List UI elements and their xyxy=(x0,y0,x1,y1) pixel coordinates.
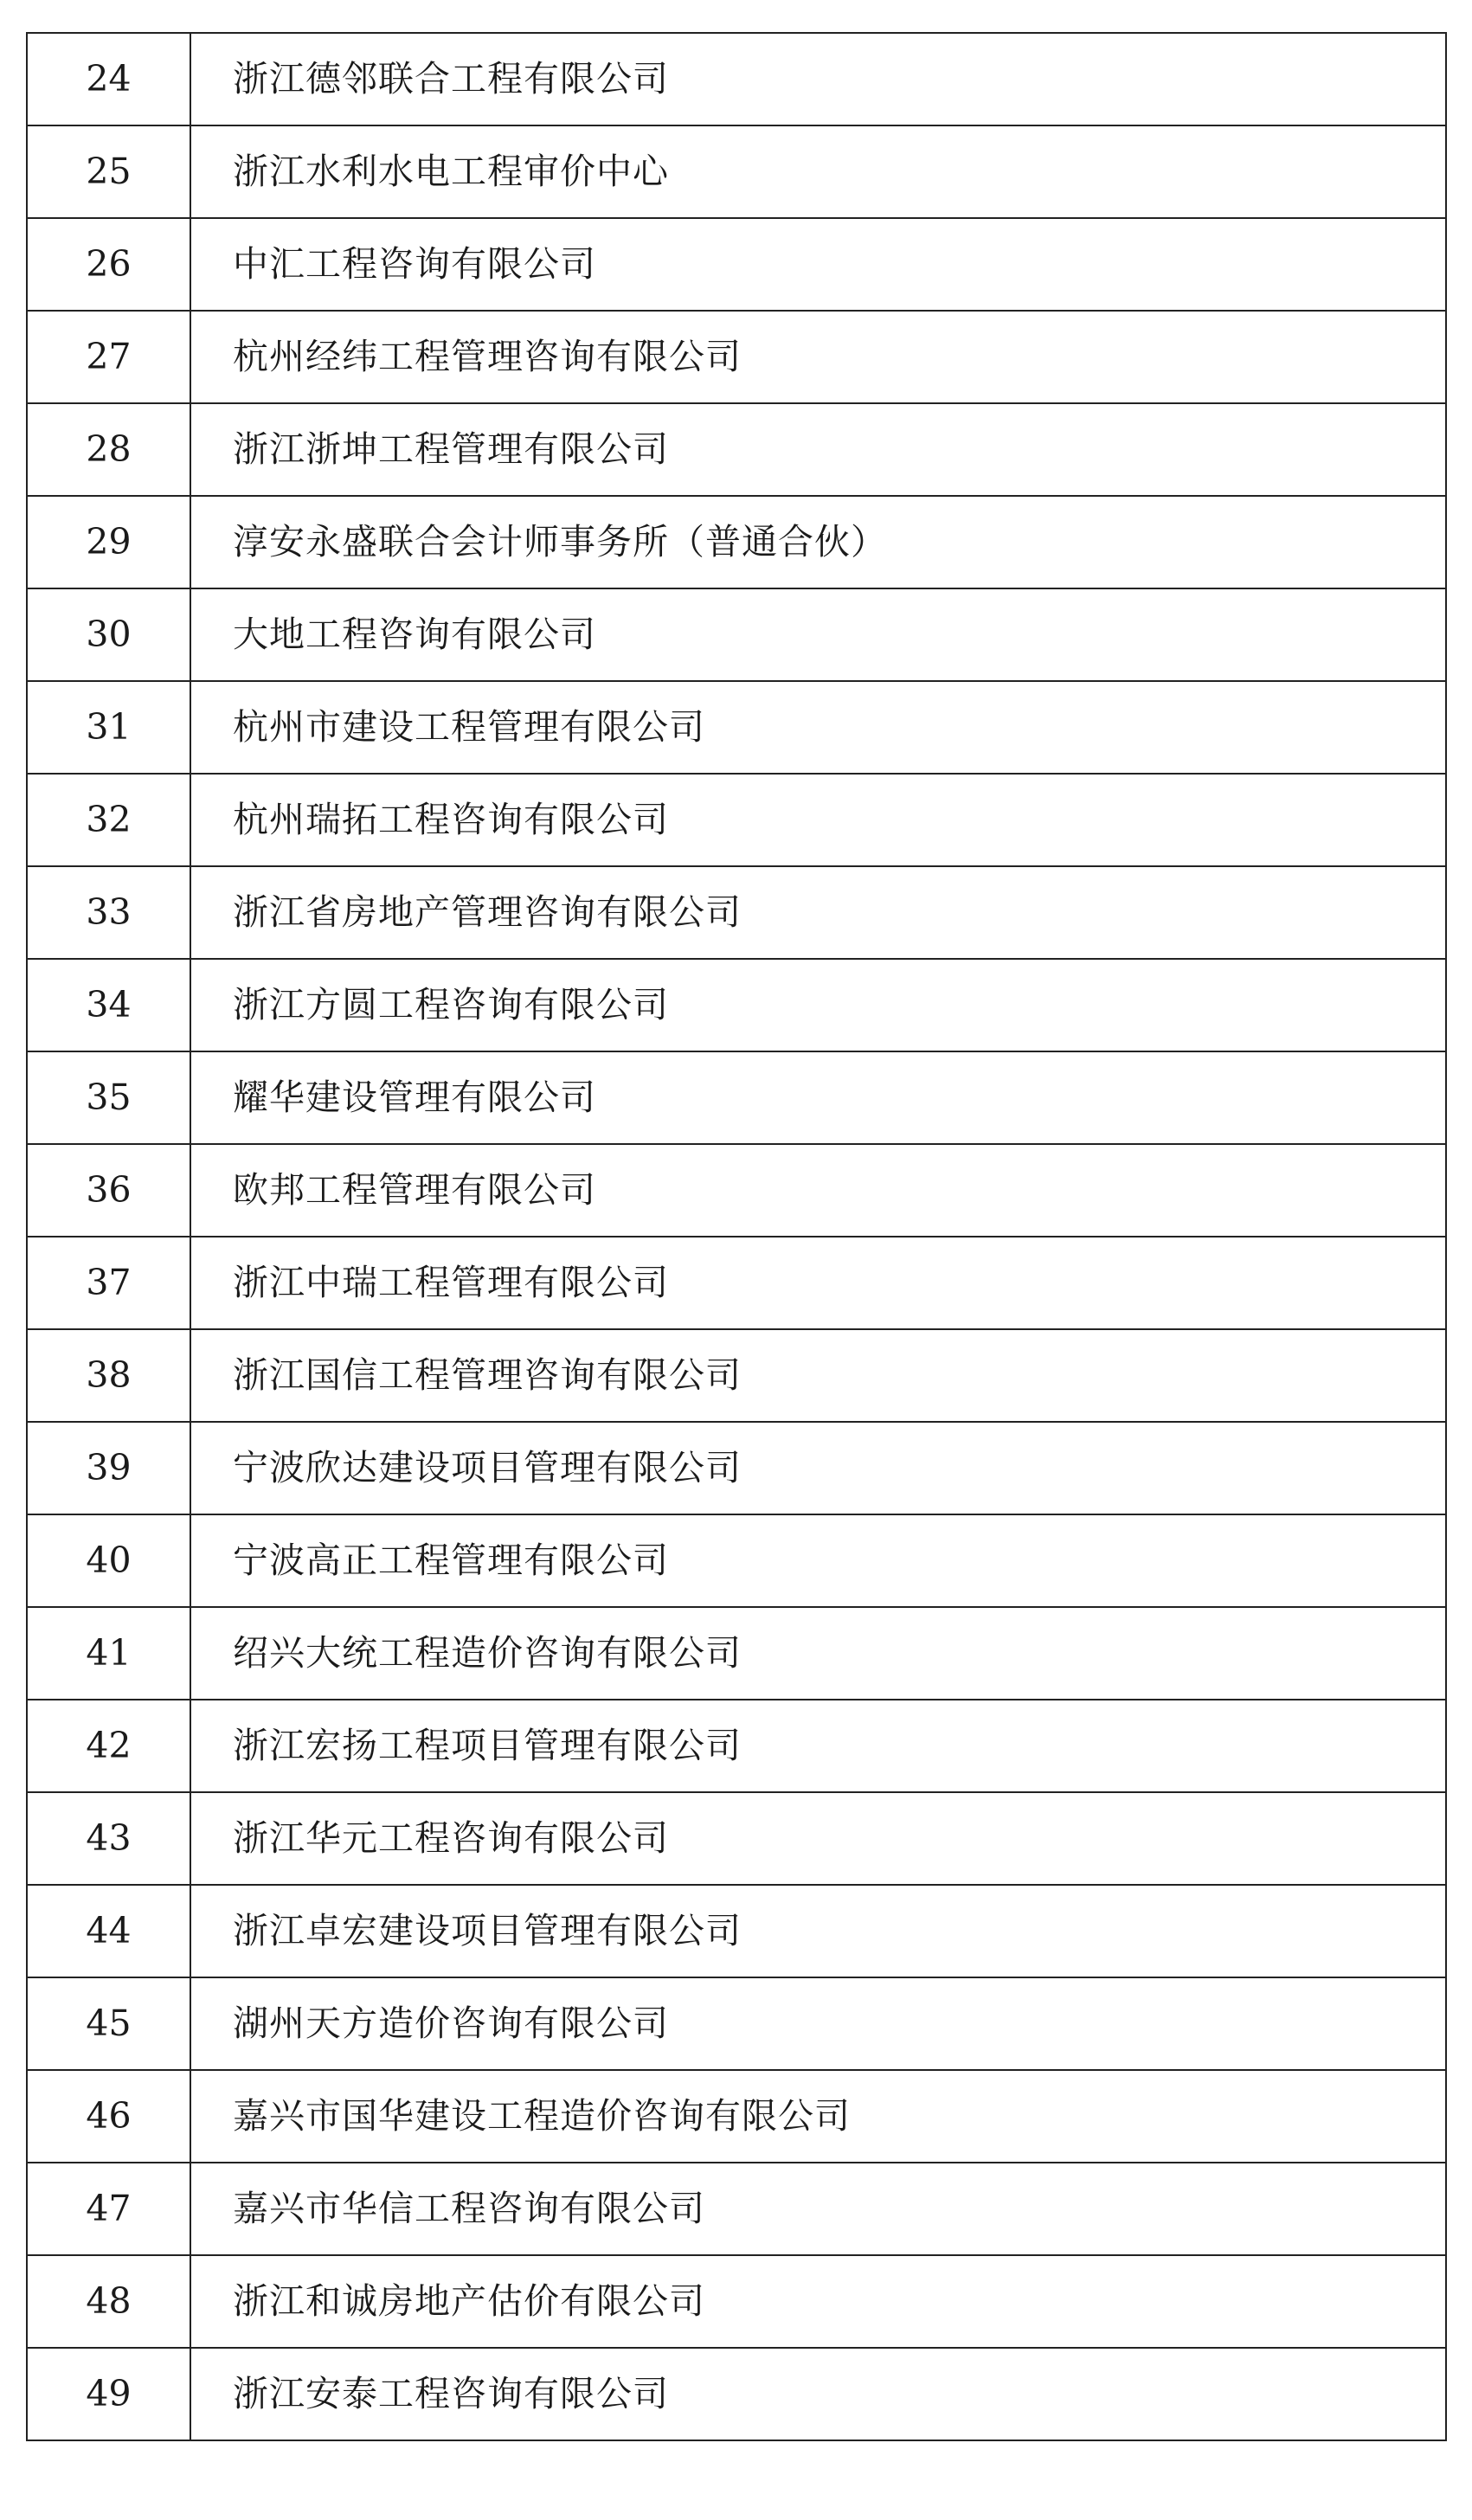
table-row xyxy=(27,774,1446,866)
company-name: 浙江华元工程咨询有限公司 xyxy=(190,1792,1446,1885)
company-name: 浙江浙坤工程管理有限公司 xyxy=(190,403,1446,496)
company-name: 浙江水利水电工程审价中心 xyxy=(190,125,1446,218)
company-name: 浙江卓宏建设项目管理有限公司 xyxy=(190,1885,1446,1977)
row-number: 26 xyxy=(27,218,190,311)
table-row xyxy=(27,218,1446,311)
row-number: 30 xyxy=(27,588,190,681)
table-row xyxy=(27,866,1446,959)
table-row xyxy=(27,1607,1446,1700)
table-row xyxy=(27,1514,1446,1607)
row-number: 37 xyxy=(27,1237,190,1329)
row-number: 41 xyxy=(27,1607,190,1700)
row-number: 48 xyxy=(27,2255,190,2348)
table-row xyxy=(27,2348,1446,2440)
table-row xyxy=(27,125,1446,218)
table-row xyxy=(27,588,1446,681)
row-number: 38 xyxy=(27,1329,190,1422)
table-row xyxy=(27,2163,1446,2255)
row-number: 43 xyxy=(27,1792,190,1885)
row-number: 36 xyxy=(27,1144,190,1237)
row-number: 47 xyxy=(27,2163,190,2255)
company-name: 杭州瑞拓工程咨询有限公司 xyxy=(190,774,1446,866)
table-row xyxy=(27,2070,1446,2163)
row-number: 33 xyxy=(27,866,190,959)
company-name: 耀华建设管理有限公司 xyxy=(190,1051,1446,1144)
table-row xyxy=(27,496,1446,588)
table-row xyxy=(27,403,1446,496)
row-number: 40 xyxy=(27,1514,190,1607)
company-name: 大地工程咨询有限公司 xyxy=(190,588,1446,681)
row-number: 46 xyxy=(27,2070,190,2163)
row-number: 49 xyxy=(27,2348,190,2440)
company-name: 杭州市建设工程管理有限公司 xyxy=(190,681,1446,774)
table-row xyxy=(27,1977,1446,2070)
row-number: 35 xyxy=(27,1051,190,1144)
company-name: 中汇工程咨询有限公司 xyxy=(190,218,1446,311)
table-row xyxy=(27,2255,1446,2348)
company-list-table xyxy=(26,32,1447,2441)
table-row xyxy=(27,1422,1446,1514)
row-number: 25 xyxy=(27,125,190,218)
company-name: 浙江方圆工程咨询有限公司 xyxy=(190,959,1446,1051)
company-name: 杭州经纬工程管理咨询有限公司 xyxy=(190,311,1446,403)
company-name: 浙江安泰工程咨询有限公司 xyxy=(190,2348,1446,2440)
company-name: 浙江和诚房地产估价有限公司 xyxy=(190,2255,1446,2348)
table-row xyxy=(27,1237,1446,1329)
table-row xyxy=(27,681,1446,774)
company-name: 嘉兴市华信工程咨询有限公司 xyxy=(190,2163,1446,2255)
row-number: 31 xyxy=(27,681,190,774)
company-name: 绍兴大统工程造价咨询有限公司 xyxy=(190,1607,1446,1700)
row-number: 32 xyxy=(27,774,190,866)
company-name: 浙江省房地产管理咨询有限公司 xyxy=(190,866,1446,959)
table-row xyxy=(27,1885,1446,1977)
row-number: 29 xyxy=(27,496,190,588)
table-row xyxy=(27,1144,1446,1237)
table-row xyxy=(27,1792,1446,1885)
table-row xyxy=(27,959,1446,1051)
table-row xyxy=(27,1051,1446,1144)
row-number: 34 xyxy=(27,959,190,1051)
row-number: 45 xyxy=(27,1977,190,2070)
table-row xyxy=(27,311,1446,403)
row-number: 24 xyxy=(27,33,190,125)
company-name: 嘉兴市国华建设工程造价咨询有限公司 xyxy=(190,2070,1446,2163)
row-number: 44 xyxy=(27,1885,190,1977)
row-number: 42 xyxy=(27,1700,190,1792)
company-name: 宁波欣达建设项目管理有限公司 xyxy=(190,1422,1446,1514)
company-name: 淳安永盛联合会计师事务所（普通合伙） xyxy=(190,496,1446,588)
company-name: 浙江中瑞工程管理有限公司 xyxy=(190,1237,1446,1329)
company-name: 浙江德邻联合工程有限公司 xyxy=(190,33,1446,125)
row-number: 28 xyxy=(27,403,190,496)
row-number: 27 xyxy=(27,311,190,403)
company-name: 宁波高正工程管理有限公司 xyxy=(190,1514,1446,1607)
company-name: 欧邦工程管理有限公司 xyxy=(190,1144,1446,1237)
table-row xyxy=(27,33,1446,125)
table-body xyxy=(27,33,1446,2440)
company-name: 浙江国信工程管理咨询有限公司 xyxy=(190,1329,1446,1422)
table-row xyxy=(27,1700,1446,1792)
company-name: 浙江宏扬工程项目管理有限公司 xyxy=(190,1700,1446,1792)
company-name: 湖州天方造价咨询有限公司 xyxy=(190,1977,1446,2070)
table-row xyxy=(27,1329,1446,1422)
row-number: 39 xyxy=(27,1422,190,1514)
